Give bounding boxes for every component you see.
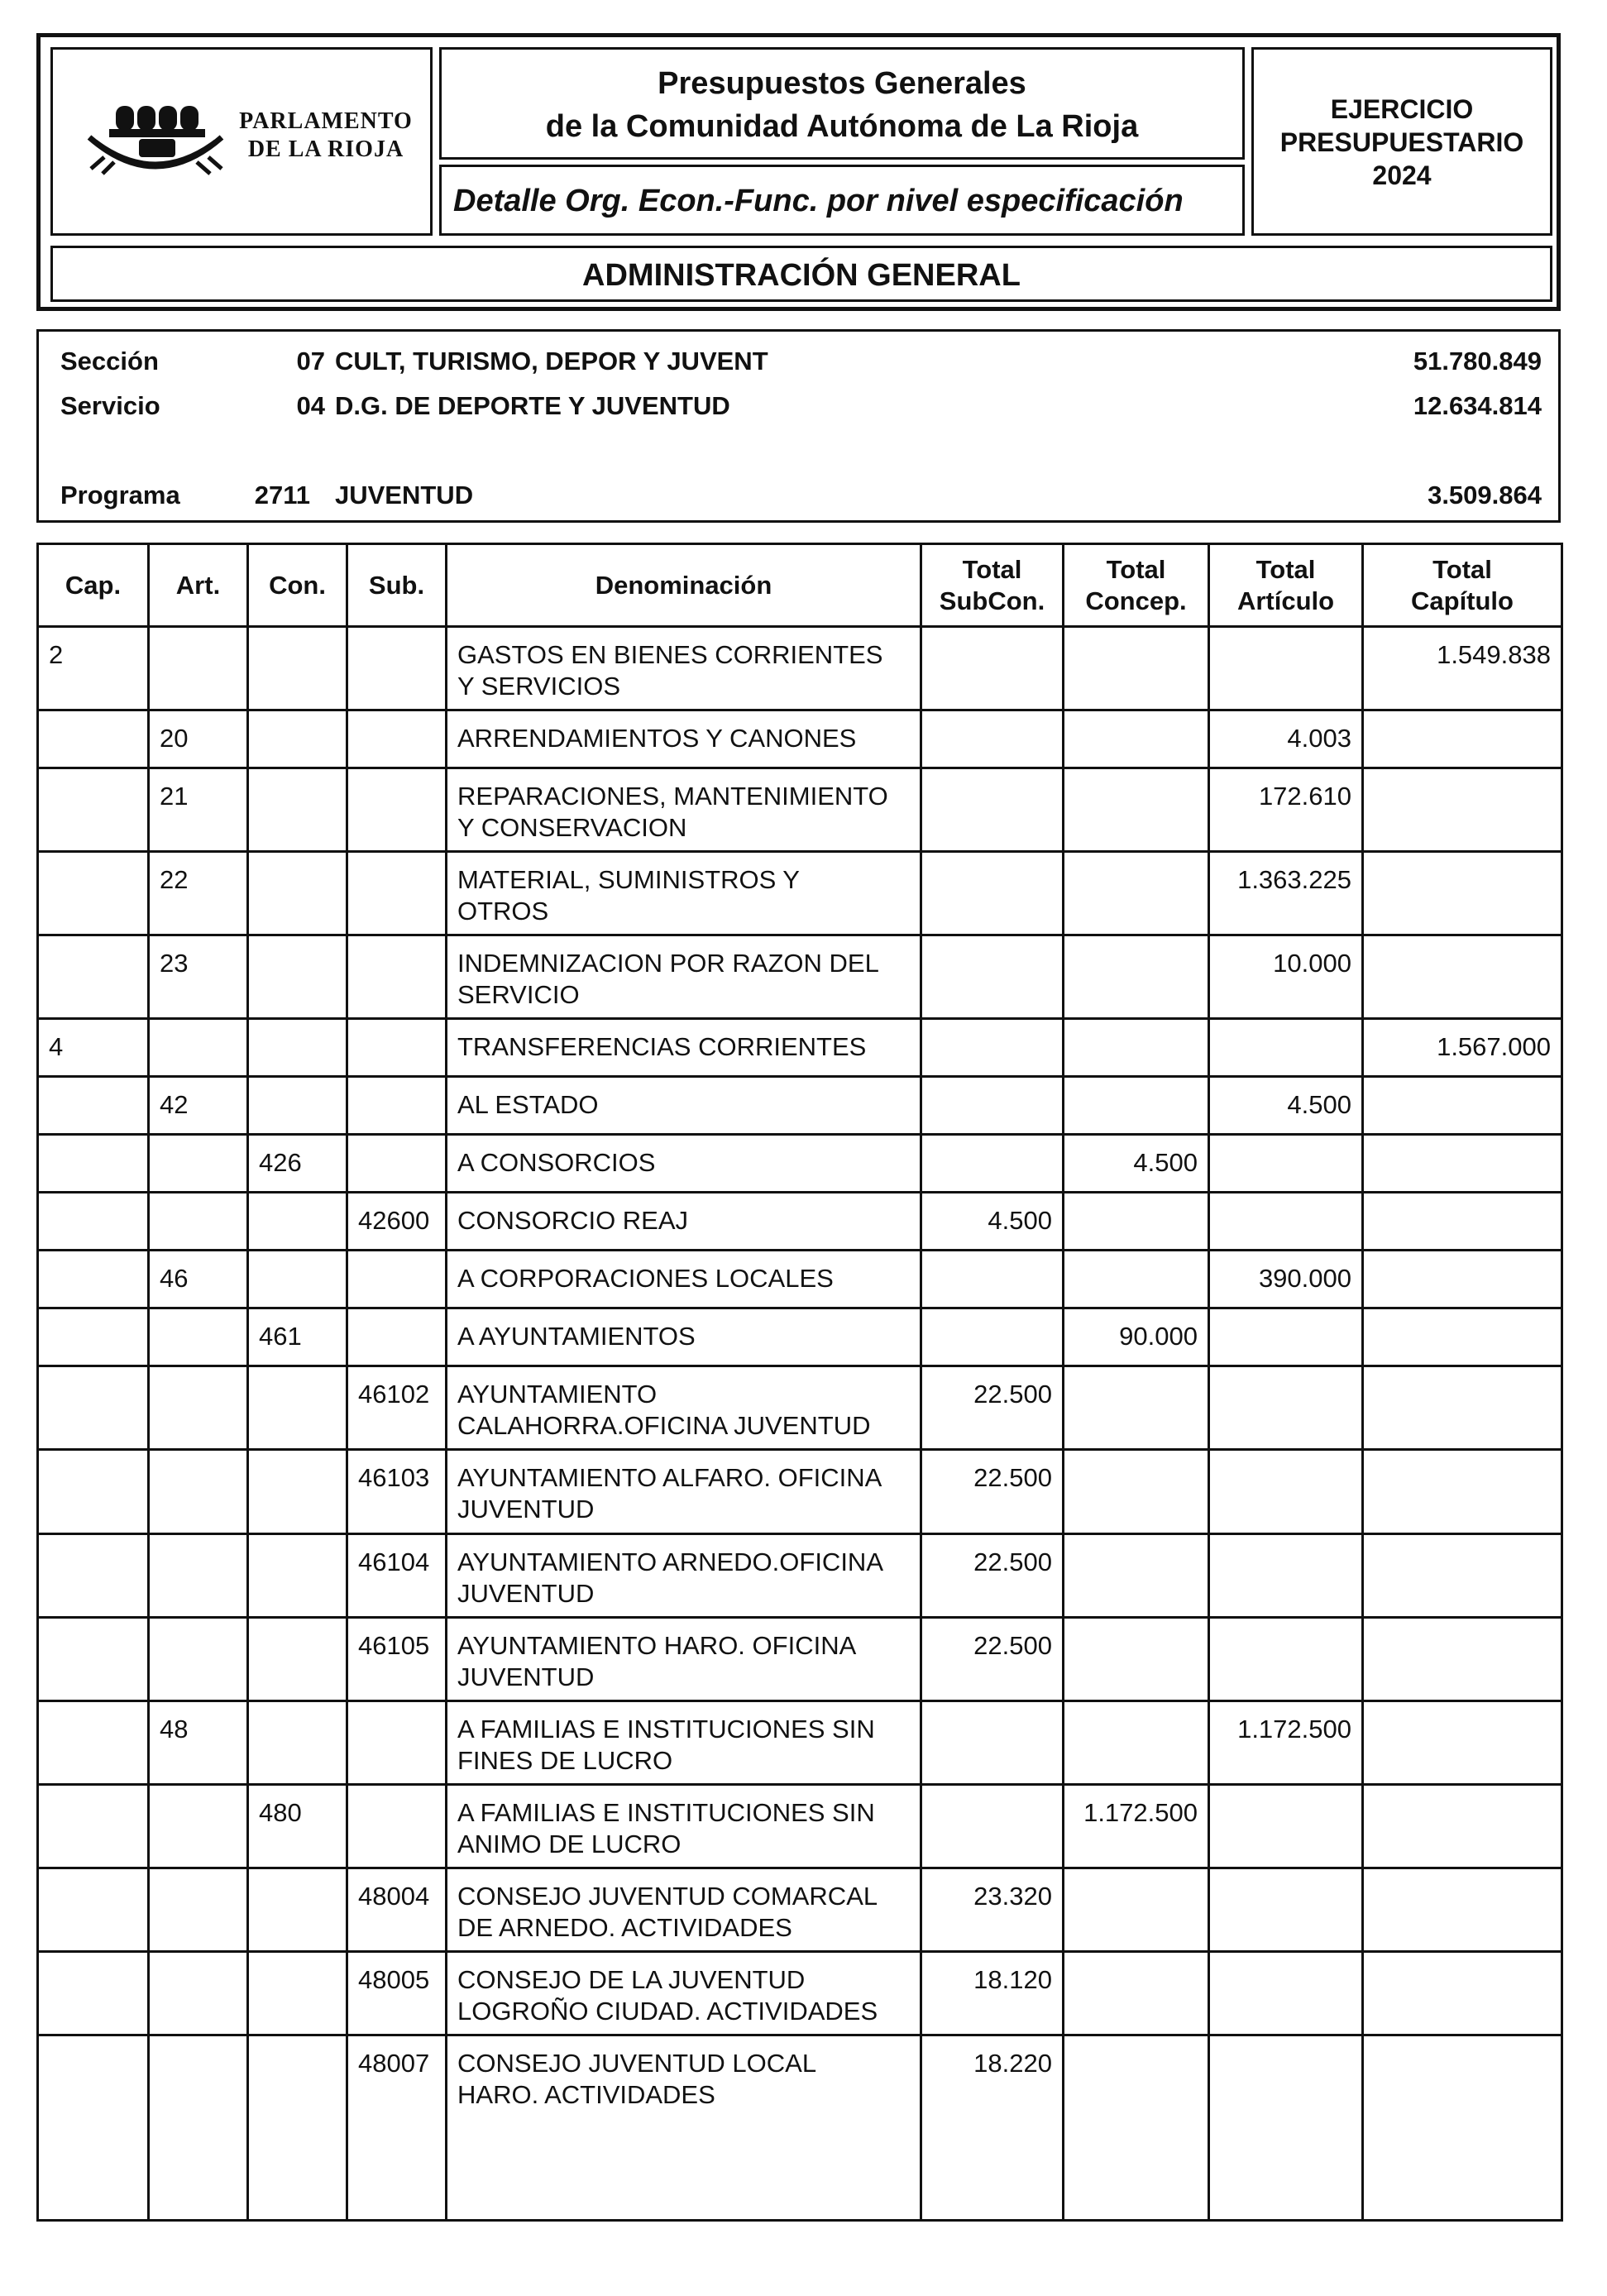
cell-total-concep — [1064, 1617, 1209, 1700]
document-title-line2: de la Comunidad Autónoma de La Rioja — [545, 109, 1139, 144]
table-row — [38, 935, 1562, 1019]
cell-total-capitulo — [1363, 1366, 1562, 1450]
cell-art — [149, 1784, 248, 1868]
table-row — [38, 1868, 1562, 1951]
organization-info — [36, 329, 1561, 523]
cell-con: 426 — [248, 1135, 347, 1193]
denominacion-line1: A CONSORCIOS — [457, 1148, 656, 1178]
cell-total-subcon: 18.220 — [921, 2035, 1064, 2220]
budget-table — [36, 543, 1563, 2222]
cell-total-articulo: 390.000 — [1209, 1251, 1363, 1308]
seccion-name: CULT, TURISMO, DEPOR Y JUVENT — [335, 347, 768, 375]
cell-total-subcon — [921, 1077, 1064, 1135]
programa-code: 2711 — [254, 481, 310, 509]
administration-title: ADMINISTRACIÓN GENERAL — [582, 258, 1021, 293]
cell-art — [149, 1951, 248, 2035]
denominacion-line1: AYUNTAMIENTO HARO. OFICINA — [457, 1630, 857, 1660]
cell-art — [149, 1193, 248, 1251]
header-total-articulo-l2: Artículo — [1236, 586, 1335, 615]
cell-sub — [347, 1308, 447, 1366]
cell-total-subcon — [921, 768, 1064, 852]
cell-total-concep — [1064, 1077, 1209, 1135]
cell-total-capitulo — [1363, 852, 1562, 935]
cell-art — [149, 1533, 248, 1617]
cell-art: 46 — [149, 1251, 248, 1308]
cell-total-articulo — [1209, 1450, 1363, 1533]
table-row — [38, 1533, 1562, 1617]
subtitle-panel — [439, 165, 1245, 236]
cell-total-concep — [1064, 1251, 1209, 1308]
cell-total-concep — [1064, 1951, 1209, 2035]
cell-total-subcon: 4.500 — [921, 1193, 1064, 1251]
cell-total-subcon — [921, 710, 1064, 768]
programa-name: JUVENTUD — [335, 481, 474, 509]
cell-cap — [38, 1700, 149, 1784]
denominacion-line1: AL ESTADO — [457, 1090, 599, 1120]
header-con: Con. — [248, 544, 347, 627]
programa-amount: 3.509.864 — [1428, 481, 1542, 509]
cell-con — [248, 1366, 347, 1450]
cell-denominacion — [447, 1784, 921, 1868]
cell-total-articulo — [1209, 1193, 1363, 1251]
cell-total-capitulo: 1.567.000 — [1363, 1019, 1562, 1077]
header-total-subcon-l2: SubCon. — [939, 586, 1045, 615]
cell-cap — [38, 1951, 149, 2035]
cell-total-subcon — [921, 1019, 1064, 1077]
denominacion-line1: AYUNTAMIENTO ALFARO. OFICINA — [457, 1463, 882, 1493]
cell-total-articulo — [1209, 627, 1363, 710]
cell-con — [248, 2035, 347, 2220]
denominacion-line2: OTROS — [457, 897, 549, 926]
cell-total-concep — [1064, 1019, 1209, 1077]
cell-total-subcon: 22.500 — [921, 1366, 1064, 1450]
cell-sub: 46105 — [347, 1617, 447, 1700]
cell-cap — [38, 1366, 149, 1450]
cell-denominacion — [447, 1308, 921, 1366]
cell-total-articulo — [1209, 1868, 1363, 1951]
cell-art: 23 — [149, 935, 248, 1019]
info-row-seccion — [39, 347, 1558, 380]
cell-total-subcon — [921, 1251, 1064, 1308]
cell-cap — [38, 852, 149, 935]
denominacion-line1: AYUNTAMIENTO — [457, 1380, 658, 1409]
header-total-capitulo-l1: Total — [1432, 554, 1492, 584]
denominacion-line1: A FAMILIAS E INSTITUCIONES SIN — [457, 1797, 875, 1827]
table-row — [38, 1019, 1562, 1077]
cell-art — [149, 1868, 248, 1951]
table-row — [38, 1700, 1562, 1784]
cell-total-concep — [1064, 935, 1209, 1019]
denominacion-line1: GASTOS EN BIENES CORRIENTES — [457, 640, 883, 669]
cell-total-subcon: 18.120 — [921, 1951, 1064, 2035]
header-total-articulo — [1209, 544, 1363, 627]
header-cap: Cap. — [38, 544, 149, 627]
cell-art — [149, 1450, 248, 1533]
cell-denominacion — [447, 935, 921, 1019]
cell-total-capitulo — [1363, 1077, 1562, 1135]
cell-denominacion — [447, 1450, 921, 1533]
cell-art — [149, 1308, 248, 1366]
cell-total-capitulo — [1363, 1784, 1562, 1868]
cell-total-capitulo — [1363, 1700, 1562, 1784]
header-total-concep-l2: Concep. — [1085, 586, 1187, 615]
cell-cap — [38, 1251, 149, 1308]
cell-total-articulo: 4.003 — [1209, 710, 1363, 768]
cell-total-subcon: 22.500 — [921, 1450, 1064, 1533]
cell-total-subcon: 22.500 — [921, 1617, 1064, 1700]
table-row — [38, 1784, 1562, 1868]
cell-total-capitulo: 1.549.838 — [1363, 627, 1562, 710]
denominacion-line2: JUVENTUD — [457, 1578, 595, 1608]
document-subtitle: Detalle Org. Econ.-Func. por nivel especificación — [453, 184, 1184, 218]
cell-total-subcon — [921, 935, 1064, 1019]
cell-total-concep — [1064, 2035, 1209, 2220]
cell-total-capitulo — [1363, 935, 1562, 1019]
cell-total-concep — [1064, 852, 1209, 935]
cell-total-articulo — [1209, 1019, 1363, 1077]
cell-total-concep — [1064, 1366, 1209, 1450]
cell-cap — [38, 768, 149, 852]
cell-total-concep: 1.172.500 — [1064, 1784, 1209, 1868]
cell-con — [248, 1450, 347, 1533]
cell-con — [248, 1251, 347, 1308]
denominacion-line2: Y CONSERVACION — [457, 813, 687, 843]
programa-label: Programa — [60, 481, 180, 509]
cell-total-concep — [1064, 627, 1209, 710]
table-row — [38, 627, 1562, 710]
cell-total-subcon: 23.320 — [921, 1868, 1064, 1951]
cell-denominacion — [447, 1951, 921, 2035]
cell-art — [149, 627, 248, 710]
cell-denominacion — [447, 1366, 921, 1450]
logo-text-line2: DE LA RIOJA — [247, 136, 404, 162]
denominacion-line2: Y SERVICIOS — [457, 672, 620, 701]
cell-total-capitulo — [1363, 1533, 1562, 1617]
header-total-concep — [1064, 544, 1209, 627]
cell-cap — [38, 1868, 149, 1951]
table-row — [38, 1951, 1562, 2035]
cell-denominacion — [447, 710, 921, 768]
cell-total-articulo — [1209, 1533, 1363, 1617]
header-total-capitulo-l2: Capítulo — [1411, 586, 1514, 615]
cell-total-concep — [1064, 1450, 1209, 1533]
cell-cap: 2 — [38, 627, 149, 710]
cell-denominacion — [447, 627, 921, 710]
info-row-servicio — [39, 391, 1558, 424]
table-row — [38, 1366, 1562, 1450]
cell-art: 22 — [149, 852, 248, 935]
denominacion-line2: ANIMO DE LUCRO — [457, 1829, 682, 1858]
cell-total-articulo — [1209, 1617, 1363, 1700]
denominacion-line1: A FAMILIAS E INSTITUCIONES SIN — [457, 1714, 875, 1744]
cell-sub: 46103 — [347, 1450, 447, 1533]
cell-art — [149, 1135, 248, 1193]
cell-total-capitulo — [1363, 1308, 1562, 1366]
denominacion-line2: FINES DE LUCRO — [457, 1745, 673, 1775]
cell-cap — [38, 1077, 149, 1135]
cell-total-capitulo — [1363, 710, 1562, 768]
cell-con — [248, 1951, 347, 2035]
header-total-subcon-l1: Total — [962, 554, 1022, 584]
cell-denominacion — [447, 1135, 921, 1193]
cell-art: 42 — [149, 1077, 248, 1135]
servicio-name: D.G. DE DEPORTE Y JUVENTUD — [335, 391, 730, 420]
cell-total-subcon — [921, 852, 1064, 935]
denominacion-line2: CALAHORRA.OFICINA JUVENTUD — [457, 1411, 871, 1441]
table-row — [38, 710, 1562, 768]
fiscal-year-panel — [1251, 47, 1552, 236]
cell-sub: 42600 — [347, 1193, 447, 1251]
table-row — [38, 768, 1562, 852]
document-title-line1: Presupuestos Generales — [658, 66, 1026, 101]
header-art: Art. — [149, 544, 248, 627]
cell-denominacion — [447, 1700, 921, 1784]
denominacion-line2: SERVICIO — [457, 980, 580, 1010]
table-row — [38, 1077, 1562, 1135]
cell-art — [149, 1366, 248, 1450]
seccion-amount: 51.780.849 — [1413, 347, 1542, 375]
seccion-code: 07 — [296, 347, 325, 375]
cell-total-capitulo — [1363, 1251, 1562, 1308]
fiscal-year-value: 2024 — [1372, 160, 1432, 190]
cell-total-articulo: 1.363.225 — [1209, 852, 1363, 935]
denominacion-line1: CONSORCIO REAJ — [457, 1206, 689, 1236]
denominacion-line1: CONSEJO DE LA JUVENTUD — [457, 1964, 806, 1994]
table-row — [38, 2035, 1562, 2220]
denominacion-line1: A CORPORACIONES LOCALES — [457, 1264, 834, 1294]
cell-sub — [347, 710, 447, 768]
cell-sub — [347, 627, 447, 710]
cell-total-concep: 90.000 — [1064, 1308, 1209, 1366]
header-total-articulo-l1: Total — [1255, 554, 1316, 584]
cell-sub — [347, 1019, 447, 1077]
denominacion-line1: TRANSFERENCIAS CORRIENTES — [457, 1032, 867, 1062]
cell-total-capitulo — [1363, 768, 1562, 852]
logo-panel — [50, 47, 433, 236]
cell-denominacion — [447, 1617, 921, 1700]
denominacion-line2: DE ARNEDO. ACTIVIDADES — [457, 1912, 792, 1942]
cell-art: 48 — [149, 1700, 248, 1784]
header-denominacion: Denominación — [447, 544, 921, 627]
cell-total-articulo — [1209, 1366, 1363, 1450]
cell-con — [248, 852, 347, 935]
cell-sub — [347, 1077, 447, 1135]
cell-total-articulo — [1209, 1308, 1363, 1366]
table-row — [38, 1308, 1562, 1366]
cell-con — [248, 1533, 347, 1617]
title-panel — [439, 47, 1245, 160]
table-row — [38, 1251, 1562, 1308]
cell-cap — [38, 935, 149, 1019]
cell-total-subcon — [921, 1784, 1064, 1868]
cell-con: 461 — [248, 1308, 347, 1366]
cell-con — [248, 1077, 347, 1135]
cell-total-concep — [1064, 1193, 1209, 1251]
cell-total-articulo: 172.610 — [1209, 768, 1363, 852]
cell-total-subcon — [921, 1308, 1064, 1366]
cell-art — [149, 1019, 248, 1077]
cell-con — [248, 627, 347, 710]
fiscal-year-line1: EJERCICIO — [1330, 94, 1474, 124]
cell-con — [248, 1700, 347, 1784]
cell-sub — [347, 1700, 447, 1784]
header-total-capitulo — [1363, 544, 1562, 627]
cell-con: 480 — [248, 1784, 347, 1868]
budget-table-body — [38, 627, 1562, 2221]
cell-total-concep — [1064, 1533, 1209, 1617]
cell-total-subcon — [921, 1135, 1064, 1193]
cell-total-concep — [1064, 768, 1209, 852]
denominacion-line1: ARRENDAMIENTOS Y CANONES — [457, 724, 857, 753]
denominacion-line1: INDEMNIZACION POR RAZON DEL — [457, 949, 879, 978]
cell-total-articulo — [1209, 1135, 1363, 1193]
cell-denominacion — [447, 2035, 921, 2220]
table-row — [38, 1450, 1562, 1533]
cell-total-concep — [1064, 1700, 1209, 1784]
table-row — [38, 1193, 1562, 1251]
cell-cap — [38, 1308, 149, 1366]
cell-con — [248, 1868, 347, 1951]
denominacion-line2: HARO. ACTIVIDADES — [457, 2079, 715, 2109]
cell-sub: 48004 — [347, 1868, 447, 1951]
cell-cap — [38, 1450, 149, 1533]
cell-total-articulo — [1209, 1951, 1363, 2035]
cell-sub — [347, 768, 447, 852]
cell-total-concep — [1064, 710, 1209, 768]
header-total-concep-l1: Total — [1106, 554, 1166, 584]
servicio-amount: 12.634.814 — [1413, 391, 1542, 420]
table-row — [38, 1135, 1562, 1193]
cell-denominacion — [447, 1077, 921, 1135]
administration-panel — [50, 246, 1552, 302]
cell-total-articulo — [1209, 2035, 1363, 2220]
table-header-row — [38, 544, 1562, 627]
cell-total-capitulo — [1363, 1450, 1562, 1533]
cell-total-subcon: 22.500 — [921, 1533, 1064, 1617]
fiscal-year-line2: PRESUPUESTARIO — [1279, 127, 1524, 157]
cell-con — [248, 710, 347, 768]
denominacion-line1: REPARACIONES, MANTENIMIENTO — [457, 782, 888, 811]
denominacion-line2: JUVENTUD — [457, 1495, 595, 1524]
table-row — [38, 1617, 1562, 1700]
cell-con — [248, 1193, 347, 1251]
cell-con — [248, 768, 347, 852]
cell-sub: 48007 — [347, 2035, 447, 2220]
cell-sub: 48005 — [347, 1951, 447, 2035]
cell-denominacion — [447, 1251, 921, 1308]
denominacion-line1: A AYUNTAMIENTOS — [457, 1322, 696, 1351]
cell-cap — [38, 1135, 149, 1193]
cell-denominacion — [447, 1019, 921, 1077]
cell-con — [248, 1019, 347, 1077]
cell-con — [248, 935, 347, 1019]
cell-total-articulo: 10.000 — [1209, 935, 1363, 1019]
cell-denominacion — [447, 1193, 921, 1251]
cell-art — [149, 1617, 248, 1700]
denominacion-line1: CONSEJO JUVENTUD COMARCAL — [457, 1881, 878, 1911]
cell-total-articulo: 1.172.500 — [1209, 1700, 1363, 1784]
denominacion-line1: AYUNTAMIENTO ARNEDO.OFICINA — [457, 1547, 883, 1576]
cell-total-subcon — [921, 1700, 1064, 1784]
cell-sub: 46104 — [347, 1533, 447, 1617]
info-row-programa — [39, 481, 1558, 514]
cell-sub — [347, 852, 447, 935]
parliament-logo-icon — [73, 89, 238, 189]
cell-total-articulo — [1209, 1784, 1363, 1868]
cell-denominacion — [447, 1868, 921, 1951]
seccion-label: Sección — [60, 347, 159, 375]
cell-total-concep: 4.500 — [1064, 1135, 1209, 1193]
cell-con — [248, 1617, 347, 1700]
cell-sub: 46102 — [347, 1366, 447, 1450]
cell-cap: 4 — [38, 1019, 149, 1077]
cell-total-subcon — [921, 627, 1064, 710]
cell-sub — [347, 1251, 447, 1308]
cell-total-capitulo — [1363, 1951, 1562, 2035]
cell-sub — [347, 935, 447, 1019]
cell-denominacion — [447, 852, 921, 935]
cell-denominacion — [447, 1533, 921, 1617]
cell-total-capitulo — [1363, 2035, 1562, 2220]
servicio-code: 04 — [296, 391, 325, 420]
logo-text — [227, 108, 425, 164]
table-row — [38, 852, 1562, 935]
cell-art: 20 — [149, 710, 248, 768]
cell-total-capitulo — [1363, 1868, 1562, 1951]
cell-total-capitulo — [1363, 1193, 1562, 1251]
cell-cap — [38, 2035, 149, 2220]
servicio-label: Servicio — [60, 391, 160, 420]
cell-sub — [347, 1135, 447, 1193]
denominacion-line2: LOGROÑO CIUDAD. ACTIVIDADES — [457, 1996, 878, 2026]
cell-sub — [347, 1784, 447, 1868]
header-total-subcon — [921, 544, 1064, 627]
logo-text-line1: PARLAMENTO — [239, 108, 413, 134]
denominacion-line1: MATERIAL, SUMINISTROS Y — [457, 865, 800, 895]
cell-total-concep — [1064, 1868, 1209, 1951]
cell-total-capitulo — [1363, 1135, 1562, 1193]
header-sub: Sub. — [347, 544, 447, 627]
cell-cap — [38, 710, 149, 768]
cell-cap — [38, 1617, 149, 1700]
cell-total-capitulo — [1363, 1617, 1562, 1700]
cell-cap — [38, 1784, 149, 1868]
cell-art: 21 — [149, 768, 248, 852]
cell-total-articulo: 4.500 — [1209, 1077, 1363, 1135]
document-header — [36, 33, 1561, 311]
cell-denominacion — [447, 768, 921, 852]
denominacion-line1: CONSEJO JUVENTUD LOCAL — [457, 2048, 817, 2078]
cell-cap — [38, 1533, 149, 1617]
cell-art — [149, 2035, 248, 2220]
cell-cap — [38, 1193, 149, 1251]
denominacion-line2: JUVENTUD — [457, 1662, 595, 1691]
